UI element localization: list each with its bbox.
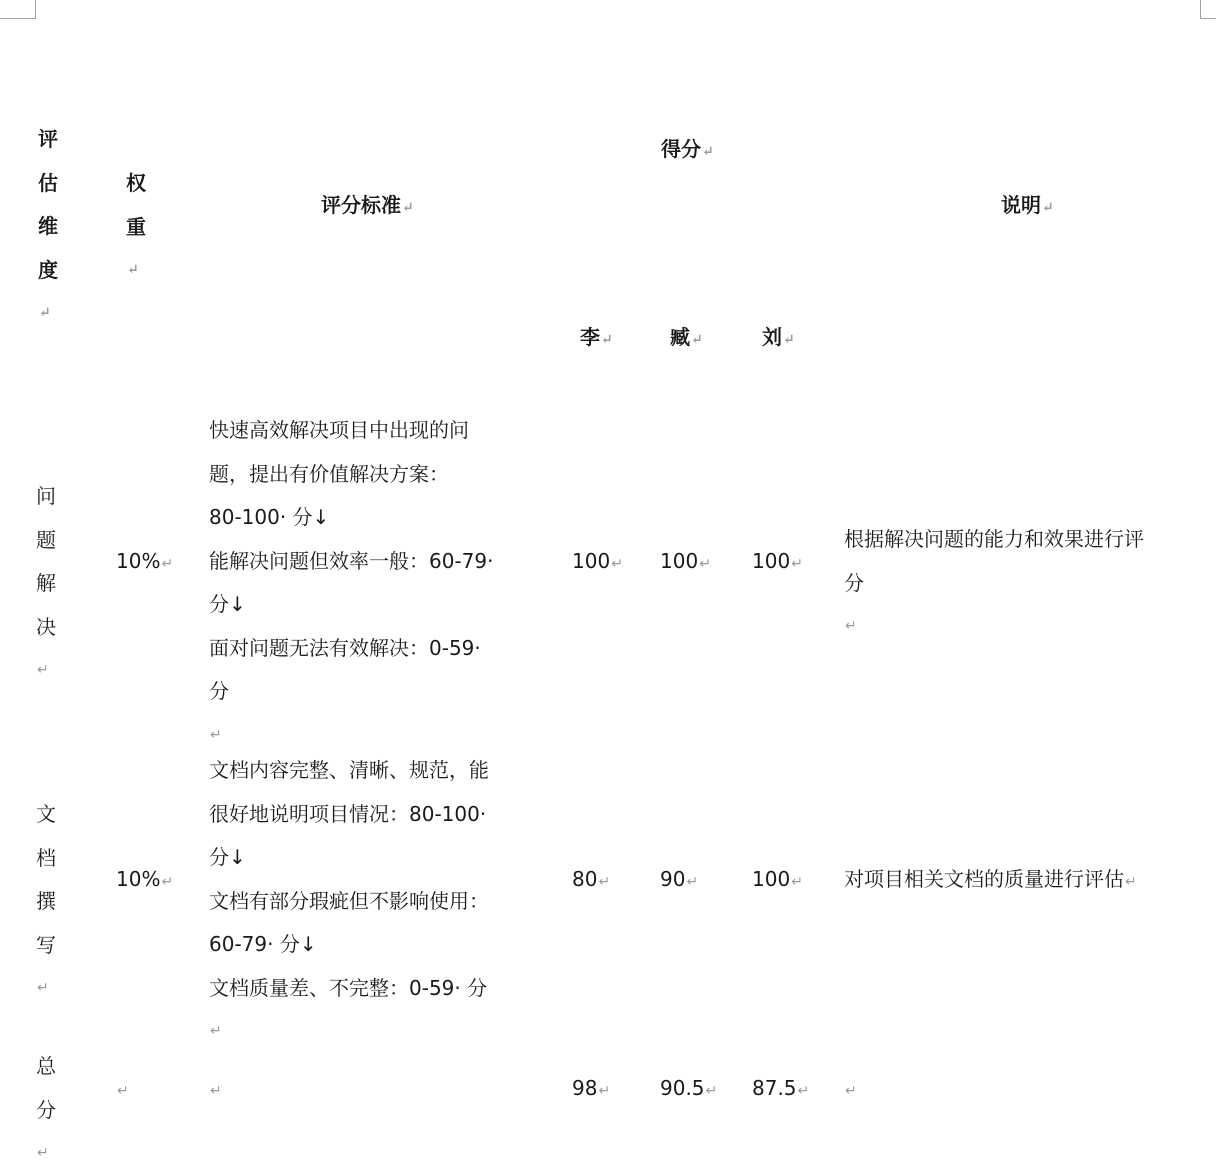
paragraph-mark: ↵ [611,556,623,572]
paragraph-mark: ↵ [161,874,174,890]
row-1-dimension: 问 题 解 决 ↵ [36,475,56,693]
row-1-score-zang: 100↵ [660,549,711,573]
row-2-score-zang: 90↵ [660,867,699,891]
paragraph-mark: ↵ [127,262,139,278]
header-grader-zang: 臧↵ [670,325,703,349]
paragraph-mark: ↵ [210,1083,222,1099]
row-total-notes [844,1067,857,1114]
row-1-score-liu: 100↵ [752,549,803,573]
row-1-weight: 10%↵ [116,549,174,573]
paragraph-mark: ↵ [702,144,714,160]
row-total-score-zang: 90.5↵ [660,1076,718,1100]
row-1-notes: 根据解决问题的能力和效果进行评 分 ↵ [844,518,1144,649]
paragraph-mark: ↵ [791,556,803,572]
paragraph-mark: ↵ [845,1083,857,1099]
paragraph-mark: ↵ [1042,200,1054,216]
header-notes: 说明↵ [1001,193,1054,217]
paragraph-mark: ↵ [601,332,613,348]
header-grader-liu: 刘↵ [762,325,795,349]
header-weight: 权 重 ↵ [126,162,146,293]
header-grader-li: 李↵ [580,325,613,349]
paragraph-mark: ↵ [210,1023,222,1039]
row-total-dimension: 总 分 ↵ [36,1045,56,1176]
paragraph-mark: ↵ [1125,874,1137,890]
row-2-dimension: 文 档 撰 写 ↵ [36,793,56,1011]
row-2-weight: 10%↵ [116,867,174,891]
paragraph-mark: ↵ [783,332,795,348]
paragraph-mark: ↵ [598,1083,611,1099]
paragraph-mark: ↵ [39,305,51,321]
row-1-criteria: 快速高效解决项目中出现的问 题，提出有价值解决方案： 80-100· 分↓ 能解决问题但效率一般：60-79· 分↓ 面对问题无法有效解决：0-59· 分 ↵ [209,409,493,757]
row-2-criteria: 文档内容完整、清晰、规范，能 很好地说明项目情况：80-100· 分↓ 文档有部分瑕疵但不影响使用： 60-79· 分↓ 文档质量差、不完整：0-59· 分 ↵ [209,749,489,1054]
row-total-score-li: 98↵ [572,1076,611,1100]
page-corner-mark-top-right [1200,0,1216,19]
row-2-score-liu: 100↵ [752,867,803,891]
paragraph-mark: ↵ [37,662,49,678]
row-2-notes: 对项目相关文档的质量进行评估↵ [844,867,1137,891]
paragraph-mark: ↵ [598,874,611,890]
row-total-criteria [209,1067,222,1114]
paragraph-mark: ↵ [161,556,174,572]
page-corner-mark-top-left [0,0,36,19]
row-total-score-liu: 87.5↵ [752,1076,810,1100]
paragraph-mark: ↵ [797,1083,810,1099]
header-dimension: 评 估 维 度 ↵ [38,118,58,336]
paragraph-mark: ↵ [210,726,222,743]
paragraph-mark: ↵ [845,618,857,634]
paragraph-mark: ↵ [117,1083,129,1099]
paragraph-mark: ↵ [791,874,803,890]
paragraph-mark: ↵ [705,1083,718,1099]
row-1-score-li: 100↵ [572,549,623,573]
paragraph-mark: ↵ [37,1145,49,1161]
paragraph-mark: ↵ [686,874,699,890]
paragraph-mark: ↵ [402,200,414,216]
paragraph-mark: ↵ [699,556,711,572]
paragraph-mark: ↵ [691,332,703,348]
header-criteria: 评分标准↵ [321,193,414,217]
paragraph-mark: ↵ [37,980,49,996]
header-score: 得分↵ [661,137,714,161]
row-total-weight [116,1067,129,1114]
row-2-score-li: 80↵ [572,867,611,891]
